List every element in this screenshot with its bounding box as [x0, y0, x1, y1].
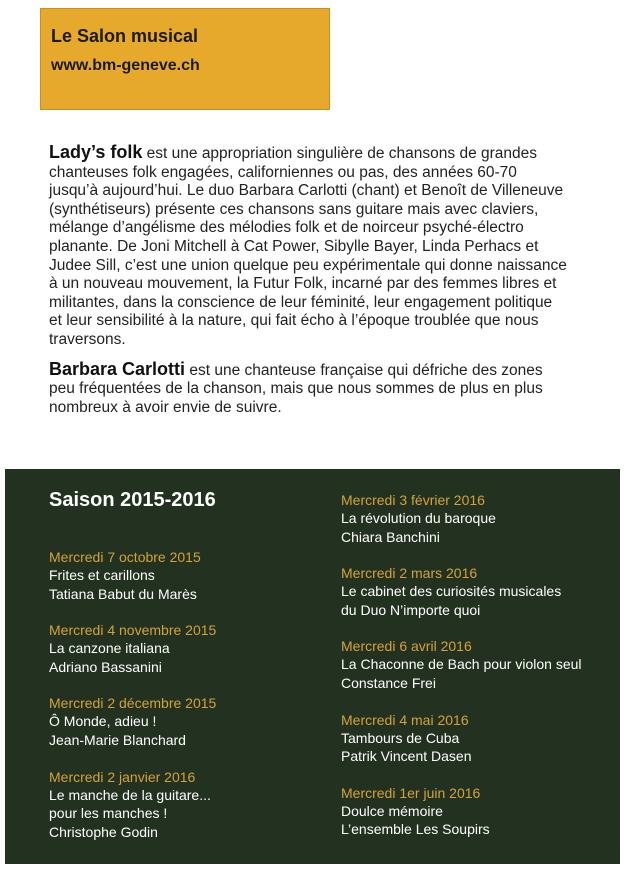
event-line: Adriano Bassanini	[49, 658, 162, 675]
event-item	[341, 711, 611, 766]
event-line: Frites et carillons	[49, 567, 155, 583]
event-line: Christophe Godin	[49, 823, 158, 840]
title-box	[40, 8, 330, 110]
event-date: Mercredi 1er juin 2016	[341, 784, 481, 801]
event-line: Constance Frei	[341, 674, 436, 691]
event-date: Mercredi 2 mars 2016	[341, 565, 478, 582]
event-line: L’ensemble Les Soupirs	[341, 821, 490, 838]
event-line: La canzone italiana	[49, 640, 170, 657]
season-panel	[5, 469, 620, 864]
event-line: Tatiana Babut du Marès	[49, 585, 197, 602]
event-date: Mercredi 6 avril 2016	[341, 638, 472, 655]
intro-body-2: est une chanteuse française qui défriche des zones peu fréquentées de la chanson, mais que nous sommes de plus en plus nombreux à avoir envie de suivre.	[49, 361, 543, 416]
events-left-column	[49, 548, 309, 859]
event-line: La révolution du baroque	[341, 510, 496, 526]
event-line: Jean-Marie Blanchard	[49, 731, 186, 748]
intro-lead-2: Barbara Carlotti	[49, 358, 186, 379]
intro-paragraph-1	[49, 143, 569, 350]
event-line: du Duo N’importe quoi	[341, 601, 481, 618]
intro-paragraph-2	[49, 360, 569, 418]
intro-lead-1: Lady’s folk	[49, 142, 143, 162]
event-date: Mercredi 4 novembre 2015	[49, 622, 217, 639]
event-line: Patrik Vincent Dasen	[341, 748, 472, 765]
page-title: Le Salon musical	[51, 26, 199, 46]
event-line: Le manche de la guitare...	[49, 786, 211, 803]
event-line: Chiara Banchini	[341, 528, 440, 545]
event-item	[49, 768, 309, 842]
event-item	[341, 491, 611, 546]
event-date: Mercredi 7 octobre 2015	[49, 549, 201, 565]
event-date: Mercredi 4 mai 2016	[341, 711, 469, 728]
intro-body-1: est une appropriation singulière de chansons de grandes chanteuses folk engagées, californiennes ou pas, des années 60-70 jusqu’à aujourd’hui. Le duo Barbara Carlotti (chant) et Benoît de Villeneuve (synthétiseurs) présente ces chansons sans guitare mais avec claviers, mélange d’angélisme des mélodies folk et de noirceur psyché-électro planante. De Joni Mitchell à Cat Power, Sibylle Bayer, Linda Perhacs et Judee Sill, c’est une union quelque peu expérimentale qui donne naissance à un nouveau mouvement, la Futur Folk, incarné par des femmes libres et militantes, dans la conscience de leur féminité, leur engagement politique et leur sensibilité à la nature, qui fait écho à l’époque troublée que nous traversons.	[49, 145, 567, 348]
event-item	[49, 548, 309, 603]
event-line: pour les manches !	[49, 805, 168, 822]
event-line: Ô Monde, adieu !	[49, 713, 157, 730]
event-item	[49, 621, 309, 676]
events-right-column	[341, 491, 611, 857]
event-line: Le cabinet des curiosités musicales	[341, 583, 562, 600]
event-date: Mercredi 3 février 2016	[341, 492, 485, 508]
event-date: Mercredi 2 décembre 2015	[49, 695, 217, 712]
event-item	[49, 694, 309, 749]
intro-text	[49, 143, 569, 417]
event-item	[341, 784, 611, 839]
event-line: Doulce mémoire	[341, 802, 443, 819]
event-line: La Chaconne de Bach pour violon seul	[341, 656, 582, 673]
season-title: Saison 2015-2016	[49, 489, 216, 511]
event-item	[341, 637, 611, 692]
event-date: Mercredi 2 janvier 2016	[49, 768, 196, 785]
event-line: Tambours de Cuba	[341, 729, 460, 746]
event-item	[341, 564, 611, 619]
website-link[interactable]: www.bm-geneve.ch	[51, 57, 200, 74]
